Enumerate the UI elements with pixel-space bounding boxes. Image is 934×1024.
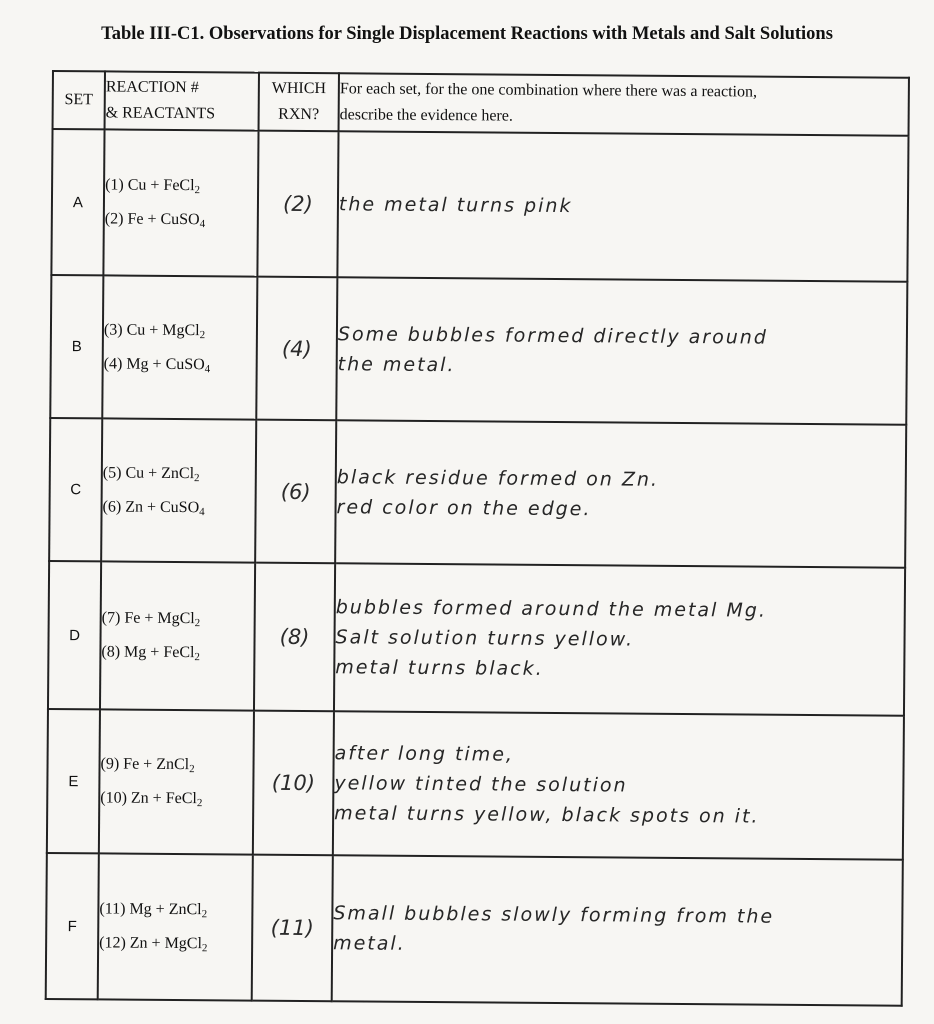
reaction-line: (11) Mg + ZnCl$_2$: [99, 900, 208, 921]
salt: FeCl: [165, 789, 197, 808]
which-rxn-answer: (4): [256, 277, 337, 421]
reaction-number: (11): [99, 900, 126, 918]
reaction-line: (3) Cu + MgCl$_2$: [103, 320, 206, 341]
salt-subscript: 2: [194, 184, 201, 197]
set-label: E: [47, 709, 100, 853]
metal: Cu: [125, 464, 145, 482]
reaction-number: (9): [100, 755, 120, 773]
reactants-cell: [101, 418, 256, 562]
header-set: SET: [53, 71, 105, 129]
salt: ZnCl: [161, 464, 195, 482]
reaction-line: (7) Fe + MgCl$_2$: [101, 609, 201, 630]
evidence-line: red color on the edge.: [336, 495, 592, 520]
salt: CuSO: [160, 210, 200, 229]
reaction-line: (10) Zn + FeCl$_2$: [100, 789, 203, 810]
header-description: For each set, for the one combination where there was a reaction, describe the evidence here.: [339, 73, 909, 135]
evidence-line: the metal.: [337, 352, 456, 376]
reaction-number: (5): [102, 463, 122, 482]
evidence-line: black residue formed on Zn.: [336, 465, 660, 491]
which-rxn-answer: (6): [255, 420, 336, 564]
set-label: F: [46, 853, 99, 999]
salt-subscript: 4: [199, 218, 206, 231]
table-caption: Table III-C1. Observations for Single Displacement Reactions with Metals and Salt Solutions: [101, 24, 833, 44]
reaction-line: (8) Mg + FeCl$_2$: [101, 643, 200, 664]
salt-subscript: 2: [194, 651, 200, 664]
which-rxn-answer: (2): [257, 131, 338, 278]
which-rxn-answer: (11): [252, 855, 333, 1002]
reactants-cell: [103, 129, 258, 276]
reaction-number: (10): [100, 789, 128, 807]
table-row: [51, 129, 908, 282]
header-which-rxn: WHICH RXN?: [259, 73, 339, 132]
salt: ZnCl: [168, 900, 202, 919]
reactants-cell: [102, 275, 257, 419]
salt: MgCl: [162, 321, 200, 339]
evidence-line: yellow tinted the solution: [334, 772, 628, 797]
reaction-number: (2): [104, 210, 124, 228]
evidence-cell: [336, 277, 907, 424]
reaction-line: (1) Cu + FeCl$_2$: [105, 176, 201, 197]
salt-subscript: 2: [189, 763, 195, 776]
reaction-number: (8): [101, 643, 121, 661]
metal: Cu: [127, 176, 147, 194]
set-label: B: [50, 275, 103, 418]
evidence-cell: [332, 855, 903, 1005]
evidence-cell: [333, 711, 904, 859]
evidence-line: metal turns black.: [335, 656, 544, 680]
evidence-line: Salt solution turns yellow.: [335, 626, 635, 651]
reaction-number: (6): [102, 497, 122, 516]
reaction-number: (7): [101, 609, 121, 627]
salt-subscript: 2: [194, 617, 201, 630]
which-rxn-answer: (8): [254, 563, 335, 712]
reaction-line: (9) Fe + ZnCl$_2$: [100, 755, 195, 776]
reaction-number: (12): [99, 934, 126, 952]
metal: Zn: [125, 498, 144, 516]
reactants-cell: [99, 709, 254, 854]
reaction-line: (6) Zn + CuSO$_4$: [102, 497, 205, 518]
evidence-cell: [337, 131, 908, 281]
evidence-line: bubbles formed around the metal Mg.: [335, 596, 768, 622]
evidence-line: metal.: [333, 932, 406, 955]
evidence-line: Some bubbles formed directly around: [337, 322, 769, 349]
salt: MgCl: [164, 934, 203, 953]
reaction-number: (3): [103, 320, 123, 339]
table-row: [46, 853, 903, 1006]
salt: CuSO: [165, 355, 205, 373]
which-rxn-answer: (10): [253, 711, 334, 856]
salt: MgCl: [157, 609, 195, 628]
reaction-line: (12) Zn + MgCl$_2$: [99, 934, 208, 955]
evidence-line: after long time,: [334, 742, 515, 766]
set-label: D: [48, 561, 101, 709]
evidence-line: metal turns yellow, black spots on it.: [334, 802, 760, 828]
metal: Cu: [126, 321, 146, 339]
metal: Mg: [129, 900, 152, 918]
metal: Fe: [123, 755, 140, 773]
header-reaction: REACTION # & REACTANTS: [105, 71, 259, 130]
salt-subscript: 2: [194, 471, 200, 484]
table-row: [47, 709, 904, 860]
evidence-line: the metal turns pink: [338, 193, 573, 218]
salt-subscript: 2: [201, 908, 208, 921]
reaction-line: (4) Mg + CuSO$_4$: [103, 354, 211, 375]
salt: ZnCl: [156, 755, 190, 774]
reactants-cell: [98, 853, 253, 1000]
set-label: C: [49, 418, 102, 561]
set-label: A: [51, 129, 104, 275]
salt: FeCl: [163, 643, 195, 662]
reaction-number: (4): [103, 354, 123, 373]
salt: FeCl: [163, 176, 195, 195]
salt-subscript: 4: [204, 362, 211, 375]
metal: Zn: [129, 934, 148, 952]
evidence-cell: [335, 420, 906, 567]
metal: Fe: [127, 210, 144, 228]
observations-table: [45, 70, 910, 1007]
salt: CuSO: [159, 498, 200, 516]
header-row: [53, 71, 909, 136]
salt-subscript: 2: [201, 942, 208, 955]
metal: Zn: [130, 789, 149, 807]
table-row: [49, 418, 906, 568]
reaction-line: (2) Fe + CuSO$_4$: [104, 210, 206, 231]
reaction-number: (1): [105, 176, 124, 194]
metal: Fe: [124, 609, 141, 627]
table-row: [50, 275, 907, 425]
reactants-cell: [100, 561, 255, 710]
evidence-line: Small bubbles slowly forming from the: [333, 902, 775, 928]
salt-subscript: 2: [199, 328, 206, 341]
reaction-line: (5) Cu + ZnCl$_2$: [102, 463, 200, 484]
metal: Mg: [126, 355, 149, 373]
metal: Mg: [124, 643, 147, 661]
salt-subscript: 2: [196, 797, 203, 810]
salt-subscript: 4: [199, 505, 205, 518]
evidence-cell: [334, 563, 905, 715]
table-row: [48, 561, 905, 716]
